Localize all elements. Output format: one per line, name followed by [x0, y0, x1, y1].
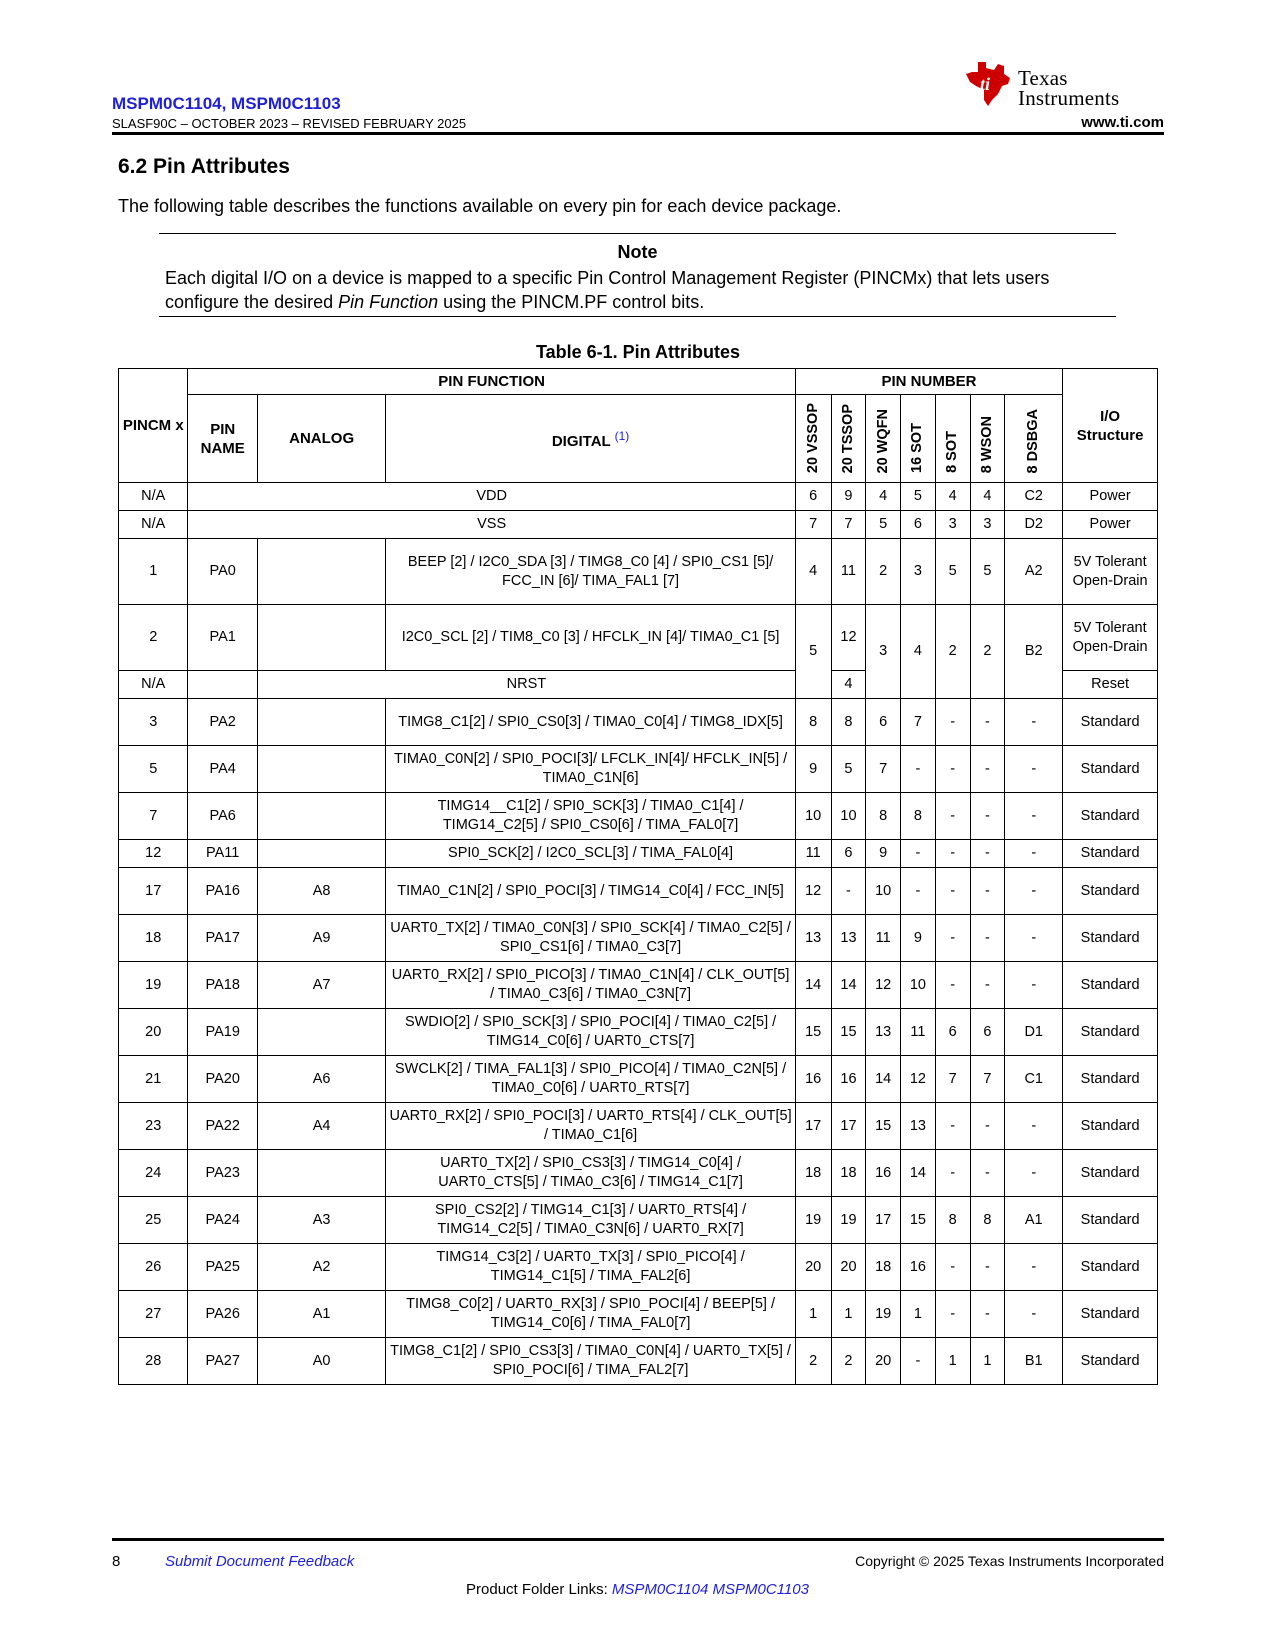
ti-logo: [964, 60, 1164, 108]
pin-number-cell: 19: [831, 1197, 866, 1244]
pin-number-cell: 8: [831, 699, 866, 746]
io-structure-cell: Standard: [1063, 1291, 1158, 1338]
pin-number-cell: 5: [935, 539, 970, 605]
io-structure-cell: Standard: [1063, 746, 1158, 793]
pin-number-cell: -: [935, 915, 970, 962]
analog-cell: A4: [257, 1103, 385, 1150]
pin-number-cell: 4: [970, 483, 1005, 511]
pin-number-cell: 20: [795, 1244, 831, 1291]
pin-number-cell: -: [1005, 868, 1063, 915]
pin-number-cell: B2: [1005, 605, 1063, 699]
pin-number-cell: 8: [935, 1197, 970, 1244]
note-box: [159, 233, 1116, 317]
pin-number-cell: 13: [901, 1103, 936, 1150]
pin-number-cell: C2: [1005, 483, 1063, 511]
pin-name-cell: [188, 671, 257, 699]
pin-number-cell: -: [1005, 915, 1063, 962]
pin-number-cell: 18: [831, 1150, 866, 1197]
pin-name-cell: PA16: [188, 868, 257, 915]
pincm-cell: 20: [119, 1009, 188, 1056]
pin-number-cell: 8: [970, 1197, 1005, 1244]
analog-cell: A7: [257, 962, 385, 1009]
pin-number-cell: 14: [901, 1150, 936, 1197]
footnote-link[interactable]: (1): [614, 428, 630, 443]
function-cell: NRST: [257, 671, 795, 699]
pin-number-cell: -: [935, 699, 970, 746]
intro-paragraph: The following table describes the functions available on every pin for each device package.: [118, 196, 842, 216]
pin-number-cell: -: [901, 840, 936, 868]
pin-number-cell: 4: [831, 671, 866, 699]
analog-cell: [257, 840, 385, 868]
digital-cell: TIMG8_C0[2] / UART0_RX[3] / SPI0_POCI[4] / BEEP[5] / TIMG14_C0[6] / TIMA_FAL0[7]: [386, 1291, 795, 1338]
table-row: [119, 1197, 1158, 1244]
pin-number-cell: -: [970, 699, 1005, 746]
pin-number-cell: 9: [831, 483, 866, 511]
pin-number-cell: 7: [935, 1056, 970, 1103]
logo-text-texas: Texas: [1018, 66, 1068, 90]
header-analog: ANALOG: [257, 395, 385, 483]
pin-number-cell: 4: [935, 483, 970, 511]
pin-name-cell: PA4: [188, 746, 257, 793]
pin-number-cell: 4: [866, 483, 901, 511]
function-cell: VSS: [188, 511, 795, 539]
pin-number-cell: 6: [901, 511, 936, 539]
pin-number-cell: -: [970, 962, 1005, 1009]
header-io-structure: I/O Structure: [1063, 369, 1158, 483]
pin-number-cell: -: [1005, 699, 1063, 746]
digital-cell: UART0_RX[2] / SPI0_PICO[3] / TIMA0_C1N[4] / CLK_OUT[5] / TIMA0_C3[6] / TIMA0_C3N[7]: [386, 962, 795, 1009]
analog-cell: [257, 539, 385, 605]
pin-number-cell: 12: [795, 868, 831, 915]
pin-number-cell: -: [970, 746, 1005, 793]
analog-cell: [257, 1150, 385, 1197]
header-pincm: PINCM x: [119, 369, 188, 483]
pin-number-cell: 13: [866, 1009, 901, 1056]
pin-number-cell: -: [935, 840, 970, 868]
header-package: 8 DSBGA: [1005, 395, 1063, 483]
pin-number-cell: 20: [866, 1338, 901, 1385]
pin-number-cell: 6: [795, 483, 831, 511]
pin-number-cell: -: [901, 868, 936, 915]
pin-number-cell: 1: [795, 1291, 831, 1338]
pin-name-cell: PA23: [188, 1150, 257, 1197]
table-row: [119, 1056, 1158, 1103]
io-structure-cell: Power: [1063, 483, 1158, 511]
analog-cell: A0: [257, 1338, 385, 1385]
table-caption: Table 6-1. Pin Attributes: [535, 342, 741, 362]
pin-number-cell: 6: [866, 699, 901, 746]
pin-number-cell: -: [970, 1150, 1005, 1197]
pincm-cell: 3: [119, 699, 188, 746]
table-row: [119, 699, 1158, 746]
pin-number-cell: 12: [831, 605, 866, 671]
svg-text:ti: ti: [980, 74, 991, 94]
pin-number-cell: 9: [866, 840, 901, 868]
pin-number-cell: 17: [831, 1103, 866, 1150]
pin-number-cell: 3: [866, 605, 901, 699]
pin-number-cell: -: [1005, 793, 1063, 840]
pin-number-cell: 18: [795, 1150, 831, 1197]
header-pin-name: PIN NAME: [188, 395, 257, 483]
pin-number-cell: 20: [831, 1244, 866, 1291]
pin-number-cell: 11: [795, 840, 831, 868]
pin-number-cell: 9: [795, 746, 831, 793]
digital-cell: UART0_TX[2] / SPI0_CS3[3] / TIMG14_C0[4] / UART0_CTS[5] / TIMA0_C3[6] / TIMG14_C1[7]: [386, 1150, 795, 1197]
table-row: [119, 1009, 1158, 1056]
table-row: [119, 840, 1158, 868]
pin-number-cell: -: [1005, 1244, 1063, 1291]
function-cell: VDD: [188, 483, 795, 511]
pin-number-cell: -: [901, 1338, 936, 1385]
pincm-cell: 28: [119, 1338, 188, 1385]
section-heading: 6.2 Pin Attributes: [118, 155, 290, 178]
pin-number-cell: A1: [1005, 1197, 1063, 1244]
pin-name-cell: PA11: [188, 840, 257, 868]
pincm-cell: 5: [119, 746, 188, 793]
pincm-cell: 25: [119, 1197, 188, 1244]
ti-state-icon: [964, 60, 1014, 106]
pin-number-cell: 2: [935, 605, 970, 699]
io-structure-cell: Standard: [1063, 1150, 1158, 1197]
table-row: [119, 605, 1158, 671]
pincm-cell: 2: [119, 605, 188, 671]
io-structure-cell: Standard: [1063, 1197, 1158, 1244]
pin-number-cell: 6: [831, 840, 866, 868]
pin-number-cell: -: [935, 1150, 970, 1197]
pincm-cell: 23: [119, 1103, 188, 1150]
pin-number-cell: -: [935, 1291, 970, 1338]
header-digital: DIGITAL $^{(1)}$: [386, 395, 795, 483]
table-row: [119, 1150, 1158, 1197]
io-structure-cell: Standard: [1063, 1056, 1158, 1103]
product-link-c1103[interactable]: MSPM0C1103: [712, 1581, 809, 1598]
pin-name-cell: PA0: [188, 539, 257, 605]
logo-text-instruments: Instruments: [1018, 86, 1120, 110]
pin-number-cell: 12: [901, 1056, 936, 1103]
pin-number-cell: 13: [795, 915, 831, 962]
io-structure-cell: Standard: [1063, 793, 1158, 840]
analog-cell: [257, 605, 385, 671]
pin-number-cell: 10: [831, 793, 866, 840]
header-package: 20 TSSOP: [831, 395, 866, 483]
digital-cell: TIMA0_C1N[2] / SPI0_POCI[3] / TIMG14_C0[4] / FCC_IN[5]: [386, 868, 795, 915]
io-structure-cell: Standard: [1063, 840, 1158, 868]
analog-cell: [257, 746, 385, 793]
pin-number-cell: 1: [970, 1338, 1005, 1385]
page-number: 8: [112, 1553, 121, 1570]
submit-feedback-link[interactable]: Submit Document Feedback: [165, 1553, 355, 1570]
digital-cell: UART0_RX[2] / SPI0_POCI[3] / UART0_RTS[4] / CLK_OUT[5] / TIMA0_C1[6]: [386, 1103, 795, 1150]
header-package: 20 VSSOP: [795, 395, 831, 483]
pin-number-cell: 7: [901, 699, 936, 746]
analog-cell: A3: [257, 1197, 385, 1244]
analog-cell: A9: [257, 915, 385, 962]
pin-number-cell: 15: [831, 1009, 866, 1056]
pin-name-cell: PA25: [188, 1244, 257, 1291]
pin-number-cell: 14: [795, 962, 831, 1009]
table-row: [119, 962, 1158, 1009]
table-row: [119, 915, 1158, 962]
pin-number-cell: 5: [970, 539, 1005, 605]
pin-number-cell: 12: [866, 962, 901, 1009]
pin-name-cell: PA2: [188, 699, 257, 746]
pincm-cell: 26: [119, 1244, 188, 1291]
pincm-cell: 7: [119, 793, 188, 840]
pin-number-cell: -: [970, 915, 1005, 962]
pin-number-cell: -: [1005, 746, 1063, 793]
pincm-cell: 12: [119, 840, 188, 868]
pin-name-cell: PA18: [188, 962, 257, 1009]
pin-number-cell: 16: [901, 1244, 936, 1291]
pin-number-cell: 16: [831, 1056, 866, 1103]
pin-number-cell: -: [970, 793, 1005, 840]
digital-cell: SPI0_CS2[2] / TIMG14_C1[3] / UART0_RTS[4] / TIMG14_C2[5] / TIMA0_C3N[6] / UART0_RX[7]: [386, 1197, 795, 1244]
digital-cell: TIMG14_C3[2] / UART0_TX[3] / SPI0_PICO[4] / TIMG14_C1[5] / TIMA_FAL2[6]: [386, 1244, 795, 1291]
pin-number-cell: B1: [1005, 1338, 1063, 1385]
pin-number-cell: 8: [866, 793, 901, 840]
pincm-cell: 24: [119, 1150, 188, 1197]
pin-number-cell: 7: [970, 1056, 1005, 1103]
pin-number-cell: -: [1005, 1150, 1063, 1197]
pin-number-cell: -: [1005, 1103, 1063, 1150]
pin-name-cell: PA22: [188, 1103, 257, 1150]
digital-cell: TIMA0_C0N[2] / SPI0_POCI[3]/ LFCLK_IN[4]/ HFCLK_IN[5] / TIMA0_C1N[6]: [386, 746, 795, 793]
pincm-cell: 19: [119, 962, 188, 1009]
table-row: [119, 539, 1158, 605]
io-structure-cell: Standard: [1063, 699, 1158, 746]
pin-number-cell: 17: [866, 1197, 901, 1244]
pincm-cell: 1: [119, 539, 188, 605]
pin-name-cell: PA20: [188, 1056, 257, 1103]
pin-number-cell: 15: [866, 1103, 901, 1150]
website-link[interactable]: www.ti.com: [1081, 114, 1164, 131]
pin-number-cell: -: [935, 1103, 970, 1150]
note-body: Each digital I/O on a device is mapped to a specific Pin Control Management Register (PINCMx) that lets users configure the desired Pin Function using the PINCM.PF control bits.: [165, 268, 1050, 312]
pin-number-cell: 8: [901, 793, 936, 840]
product-folder-links: Product Folder Links: MSPM0C1104 MSPM0C1103: [466, 1581, 809, 1598]
pin-number-cell: 6: [935, 1009, 970, 1056]
io-structure-cell: Reset: [1063, 671, 1158, 699]
pin-number-cell: 10: [795, 793, 831, 840]
pin-number-cell: 4: [901, 605, 936, 699]
analog-cell: A8: [257, 868, 385, 915]
pin-number-cell: 3: [935, 511, 970, 539]
pin-number-cell: -: [935, 1244, 970, 1291]
pin-number-cell: 1: [935, 1338, 970, 1385]
digital-cell: I2C0_SCL [2] / TIM8_C0 [3] / HFCLK_IN [4]/ TIMA0_C1 [5]: [386, 605, 795, 671]
analog-cell: [257, 699, 385, 746]
pincm-cell: 21: [119, 1056, 188, 1103]
digital-cell: TIMG8_C1[2] / SPI0_CS0[3] / TIMA0_C0[4] / TIMG8_IDX[5]: [386, 699, 795, 746]
pin-number-cell: 3: [970, 511, 1005, 539]
io-structure-cell: Standard: [1063, 962, 1158, 1009]
pin-number-cell: 11: [866, 915, 901, 962]
table-row: [119, 483, 1158, 511]
analog-cell: A1: [257, 1291, 385, 1338]
pincm-cell: N/A: [119, 671, 188, 699]
pin-number-cell: 6: [970, 1009, 1005, 1056]
pin-number-cell: -: [935, 793, 970, 840]
pin-number-cell: 8: [795, 699, 831, 746]
pin-number-cell: 7: [866, 746, 901, 793]
product-link-c1104[interactable]: MSPM0C1104: [611, 1581, 709, 1598]
header-package: 20 WQFN: [866, 395, 901, 483]
pin-number-cell: A2: [1005, 539, 1063, 605]
pin-number-cell: 15: [795, 1009, 831, 1056]
table-body: [119, 483, 1158, 1385]
document-number: SLASF90C – OCTOBER 2023 – REVISED FEBRUARY 2025: [112, 116, 467, 131]
pin-number-cell: 4: [795, 539, 831, 605]
digital-cell: SWDIO[2] / SPI0_SCK[3] / SPI0_POCI[4] / TIMA0_C2[5] / TIMG14_C0[6] / UART0_CTS[7]: [386, 1009, 795, 1056]
pin-number-cell: 10: [901, 962, 936, 1009]
pin-number-cell: 2: [866, 539, 901, 605]
header-package: 16 SOT: [901, 395, 936, 483]
pin-number-cell: D2: [1005, 511, 1063, 539]
analog-cell: [257, 1009, 385, 1056]
pin-number-cell: 16: [795, 1056, 831, 1103]
analog-cell: [257, 793, 385, 840]
pin-number-cell: 14: [831, 962, 866, 1009]
io-structure-cell: Standard: [1063, 1103, 1158, 1150]
header-package: 8 WSON: [970, 395, 1005, 483]
pin-number-cell: -: [901, 746, 936, 793]
pin-number-cell: 15: [901, 1197, 936, 1244]
pin-attributes-table: [118, 368, 1158, 1385]
digital-cell: BEEP [2] / I2C0_SDA [3] / TIMG8_C0 [4] / SPI0_CS1 [5]/ FCC_IN [6]/ TIMA_FAL1 [7]: [386, 539, 795, 605]
pincm-cell: 17: [119, 868, 188, 915]
digital-cell: TIMG8_C1[2] / SPI0_CS3[3] / TIMA0_C0N[4] / UART0_TX[5] / SPI0_POCI[6] / TIMA_FAL2[7]: [386, 1338, 795, 1385]
pin-number-cell: 17: [795, 1103, 831, 1150]
pin-number-cell: -: [935, 962, 970, 1009]
table-row: [119, 1103, 1158, 1150]
copyright-notice: Copyright © 2025 Texas Instruments Incorporated: [855, 1553, 1164, 1569]
pin-number-cell: 5: [901, 483, 936, 511]
pin-number-cell: -: [1005, 962, 1063, 1009]
pincm-cell: 27: [119, 1291, 188, 1338]
pin-number-cell: 9: [901, 915, 936, 962]
pin-number-cell: 1: [831, 1291, 866, 1338]
pin-number-cell: 2: [970, 605, 1005, 699]
pin-name-cell: PA6: [188, 793, 257, 840]
io-structure-cell: Standard: [1063, 1338, 1158, 1385]
pin-number-cell: 2: [795, 1338, 831, 1385]
pin-number-cell: -: [935, 746, 970, 793]
io-structure-cell: Standard: [1063, 1244, 1158, 1291]
pin-name-cell: PA19: [188, 1009, 257, 1056]
analog-cell: A6: [257, 1056, 385, 1103]
pin-number-cell: 5: [866, 511, 901, 539]
pin-number-cell: -: [970, 840, 1005, 868]
pin-name-cell: PA17: [188, 915, 257, 962]
pin-number-cell: 19: [866, 1291, 901, 1338]
io-structure-cell: Power: [1063, 511, 1158, 539]
table-row: [119, 1244, 1158, 1291]
pin-number-cell: 11: [831, 539, 866, 605]
pin-number-cell: 13: [831, 915, 866, 962]
pin-number-cell: 19: [795, 1197, 831, 1244]
pin-number-cell: -: [831, 868, 866, 915]
pin-number-cell: D1: [1005, 1009, 1063, 1056]
digital-cell: UART0_TX[2] / TIMA0_C0N[3] / SPI0_SCK[4] / TIMA0_C2[5] / SPI0_CS1[6] / TIMA0_C3[7]: [386, 915, 795, 962]
document-title: MSPM0C1104, MSPM0C1103: [112, 94, 341, 113]
digital-cell: TIMG14__C1[2] / SPI0_SCK[3] / TIMA0_C1[4] / TIMG14_C2[5] / SPI0_CS0[6] / TIMA_FAL0[7]: [386, 793, 795, 840]
pin-number-cell: -: [1005, 1291, 1063, 1338]
pin-name-cell: PA26: [188, 1291, 257, 1338]
pin-number-cell: -: [970, 868, 1005, 915]
analog-cell: A2: [257, 1244, 385, 1291]
pin-number-cell: 14: [866, 1056, 901, 1103]
header-pin-function: PIN FUNCTION: [188, 369, 795, 395]
table-row: [119, 793, 1158, 840]
pin-number-cell: 11: [901, 1009, 936, 1056]
io-structure-cell: Standard: [1063, 1009, 1158, 1056]
digital-cell: SPI0_SCK[2] / I2C0_SCL[3] / TIMA_FAL0[4]: [386, 840, 795, 868]
pin-number-cell: 18: [866, 1244, 901, 1291]
io-structure-cell: 5V Tolerant Open-Drain: [1063, 539, 1158, 605]
header-divider: [112, 132, 1164, 135]
pin-number-cell: -: [970, 1103, 1005, 1150]
pin-number-cell: -: [970, 1244, 1005, 1291]
pin-name-cell: PA27: [188, 1338, 257, 1385]
pin-number-cell: 2: [831, 1338, 866, 1385]
io-structure-cell: Standard: [1063, 868, 1158, 915]
pin-number-cell: C1: [1005, 1056, 1063, 1103]
pin-number-cell: 5: [831, 746, 866, 793]
pincm-cell: 18: [119, 915, 188, 962]
pin-number-cell: 7: [795, 511, 831, 539]
footer-divider: [112, 1538, 1164, 1541]
digital-cell: SWCLK[2] / TIMA_FAL1[3] / SPI0_PICO[4] / TIMA0_C2N[5] / TIMA0_C0[6] / UART0_RTS[7]: [386, 1056, 795, 1103]
pincm-cell: N/A: [119, 511, 188, 539]
table-row: [119, 868, 1158, 915]
pin-number-cell: -: [970, 1291, 1005, 1338]
pincm-cell: N/A: [119, 483, 188, 511]
note-title: Note: [617, 242, 658, 262]
pin-name-cell: PA1: [188, 605, 257, 671]
io-structure-cell: 5V Tolerant Open-Drain: [1063, 605, 1158, 671]
table-row: [119, 511, 1158, 539]
pin-number-cell: 16: [866, 1150, 901, 1197]
pin-number-cell: 7: [831, 511, 866, 539]
pin-name-cell: PA24: [188, 1197, 257, 1244]
io-structure-cell: Standard: [1063, 915, 1158, 962]
pin-number-cell: -: [1005, 840, 1063, 868]
pin-number-cell: 3: [901, 539, 936, 605]
pin-number-cell: 10: [866, 868, 901, 915]
pin-number-cell: 5: [795, 605, 831, 699]
header-pin-number: PIN NUMBER: [795, 369, 1062, 395]
pin-number-cell: -: [935, 868, 970, 915]
pin-number-cell: 1: [901, 1291, 936, 1338]
page-header: [112, 60, 1164, 138]
table-row: [119, 1291, 1158, 1338]
header-package: 8 SOT: [935, 395, 970, 483]
table-row: [119, 1338, 1158, 1385]
table-row: [119, 746, 1158, 793]
